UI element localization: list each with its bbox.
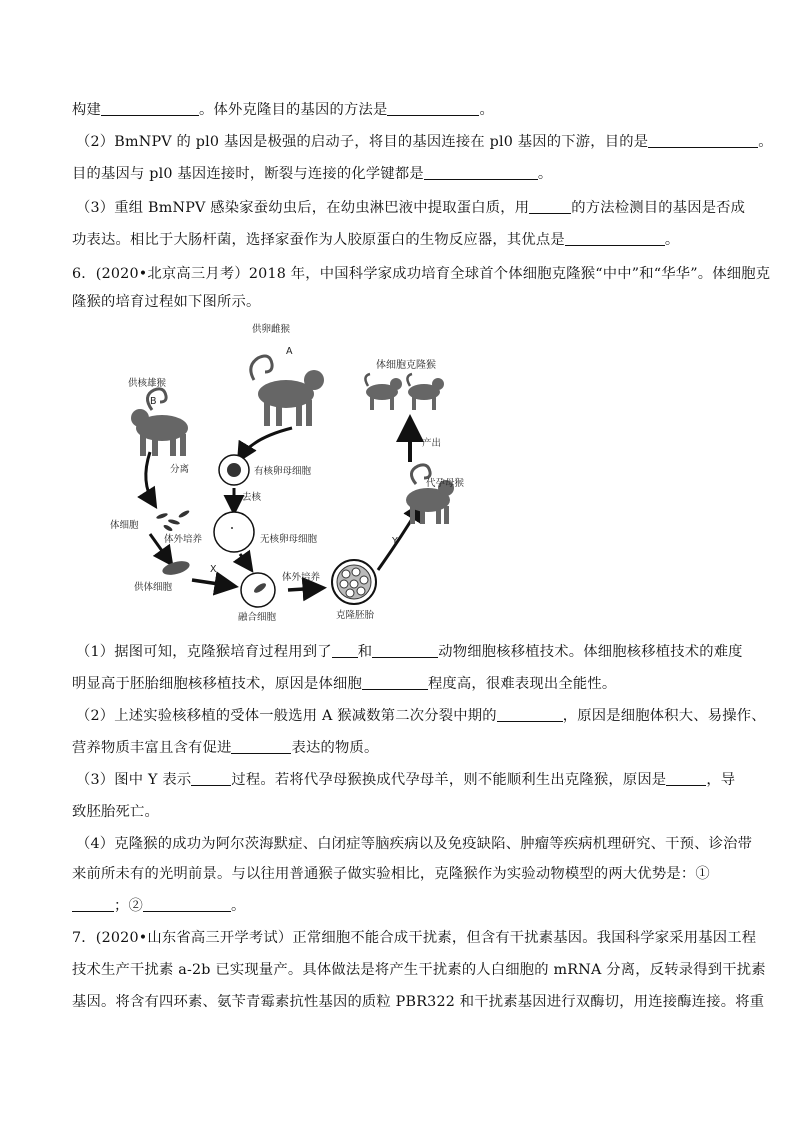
text: （2）上述实验核移植的受体一般选用 A 猴减数第二次分裂中期的 [76, 708, 497, 724]
text: （3）图中 Y 表示 [76, 772, 192, 788]
text: 。 [537, 166, 553, 182]
text: （4）克隆猴的成功为阿尔茨海默症、白闭症等脑疾病以及免疫缺陷、肿瘤等疾病机理研究、干预、诊治带 [76, 836, 753, 852]
answer-blank[interactable] [72, 897, 114, 912]
answer-blank[interactable] [332, 643, 358, 658]
q6-4-line-3 [72, 896, 732, 916]
q6-2-line-2 [72, 738, 732, 758]
text: 来前所未有的光明前景。与以往用普通猴子做实验相比，克隆猴作为实验动物模型的两大优势是：① [72, 866, 710, 882]
enucleate-label: 去核 [242, 492, 262, 503]
q6-4-line-1 [76, 834, 753, 854]
answer-blank[interactable] [497, 707, 563, 722]
text: （1）据图可知，克隆猴培育过程用到了 [76, 644, 332, 660]
birth-label: 产出 [422, 438, 442, 449]
cloned-monkey-label: 体细胞克隆猴 [376, 360, 436, 371]
text: 和 [357, 644, 373, 660]
text: 明显高于胚胎细胞核移植技术，原因是体细胞 [72, 676, 362, 692]
arrow-x [192, 580, 232, 586]
text: 目的基因与 pl0 基因连接时，断裂与连接的化学键都是 [72, 166, 424, 182]
q6-stem-line-2 [72, 292, 732, 312]
text: 。 [479, 102, 494, 118]
q5-line-3 [72, 164, 732, 184]
answer-blank[interactable] [666, 771, 706, 786]
answer-blank[interactable] [362, 675, 428, 690]
q7-line-1 [72, 928, 757, 948]
text: 。 [758, 134, 773, 150]
text: 。 [664, 232, 680, 248]
q7-line-3 [72, 992, 765, 1012]
text: 致胚胎死亡。 [72, 804, 159, 820]
text: 功表达。相比于大肠杆菌，选择家蚕作为人胶原蛋白的生物反应器，其优点是 [72, 232, 565, 248]
q6-1-line-1 [76, 642, 743, 662]
surrogate-monkey-icon [406, 465, 454, 524]
label-x: X [210, 564, 217, 575]
culture2-label: 体外培养 [282, 572, 321, 583]
q5-line-1 [72, 100, 732, 120]
enucleated-oocyte-icon [214, 512, 254, 552]
surrogate-label: 代孕母猴 [426, 478, 465, 489]
text: 隆猴的培育过程如下图所示。 [72, 294, 261, 310]
label-a: A [286, 346, 293, 357]
cloned-monkey-icon [407, 374, 444, 410]
q6-3-line-2 [72, 802, 732, 822]
cloned-monkey-icon [365, 374, 402, 410]
text: 表达的物质。 [291, 740, 379, 756]
text: ，原因是细胞体积大、易操作、 [562, 708, 766, 724]
q6-3-line-1 [76, 770, 736, 790]
text: ；② [114, 898, 143, 914]
q5-line-5 [72, 230, 732, 250]
donor-cell-label: 供体细胞 [134, 582, 173, 593]
q5-line-2 [76, 132, 773, 152]
donor-female-monkey-icon [251, 356, 324, 426]
separate-label: 分离 [170, 464, 190, 475]
text: 技术生产干扰素 a-2b 已实现量产。具体做法是将产生干扰素的人白细胞的 mRNA 分离，反转录得到干扰素 [72, 962, 766, 978]
culture1-label: 体外培养 [164, 534, 203, 545]
donor-male-label: 供核雄猴 [128, 378, 167, 389]
answer-blank[interactable] [191, 771, 231, 786]
somatic-cells-icon [156, 509, 191, 532]
answer-blank[interactable] [565, 231, 665, 246]
text: 的方法检测目的基因是否成 [571, 200, 746, 216]
clone-monkey-diagram [92, 318, 652, 636]
answer-blank[interactable] [231, 739, 291, 754]
answer-blank[interactable] [101, 101, 199, 116]
q6-1-line-2 [72, 674, 732, 694]
answer-blank[interactable] [529, 199, 571, 214]
text: （2）BmNPV 的 pl0 基因是极强的启动子，将目的基因连接在 pl0 基因的下游，目的是 [76, 134, 649, 150]
arrow-oocyte [240, 428, 292, 458]
q6-stem-line-1 [72, 264, 771, 284]
label-y: Y [392, 536, 398, 547]
arrow-fuse [240, 554, 250, 568]
donor-female-label: 供卵雌猴 [252, 324, 291, 335]
text: 。体外克隆目的基因的方法是 [199, 102, 388, 118]
fused-cell-label: 融合细胞 [238, 612, 277, 623]
text: 构建 [72, 102, 101, 118]
text: 7．(2020•山东省高三开学考试）正常细胞不能合成干扰素，但含有干扰素基因。我国科学家采用基因工程 [72, 930, 757, 946]
arrow-culture2 [288, 588, 320, 590]
text: （3）重组 BmNPV 感染家蚕幼虫后，在幼虫淋巴液中提取蛋白质，用 [76, 200, 530, 216]
somatic-cells-label: 体细胞 [110, 520, 139, 531]
q5-line-4 [76, 198, 746, 218]
answer-blank[interactable] [648, 133, 758, 148]
text: ，导 [706, 772, 736, 788]
arrow-separate [146, 452, 154, 504]
answer-blank[interactable] [424, 165, 538, 180]
text: 。 [231, 898, 246, 914]
oocyte-label: 有核卵母细胞 [254, 466, 312, 477]
text: 程度高，很难表现出全能性。 [427, 676, 617, 692]
text: 过程。若将代孕母猴换成代孕母羊，则不能顺利生出克隆猴，原因是 [231, 772, 667, 788]
text: 基因。将含有四环素、氨苄青霉素抗性基因的质粒 PBR322 和干扰素基因进行双酶切，用连接酶连接。将重 [72, 994, 765, 1010]
text: 6．(2020•北京高三月考）2018 年，中国科学家成功培育全球首个体细胞克隆猴“中中”和“华华”。体细胞克 [72, 266, 771, 282]
answer-blank[interactable] [387, 101, 479, 116]
donor-cell-icon [161, 559, 191, 578]
answer-blank[interactable] [372, 643, 438, 658]
answer-blank[interactable] [143, 897, 231, 912]
text: 动物细胞核移植技术。体细胞核移植技术的难度 [438, 644, 743, 660]
q7-line-2 [72, 960, 766, 980]
embryo-label: 克隆胚胎 [336, 610, 375, 621]
enucleated-oocyte-label: 无核卵母细胞 [260, 534, 318, 545]
donor-male-monkey-icon [131, 389, 188, 456]
label-b: B [150, 396, 157, 407]
q6-4-line-2 [72, 864, 732, 884]
text: 营养物质丰富且含有促进 [72, 740, 232, 756]
cloned-embryo-icon [332, 560, 376, 604]
q6-2-line-1 [76, 706, 766, 726]
